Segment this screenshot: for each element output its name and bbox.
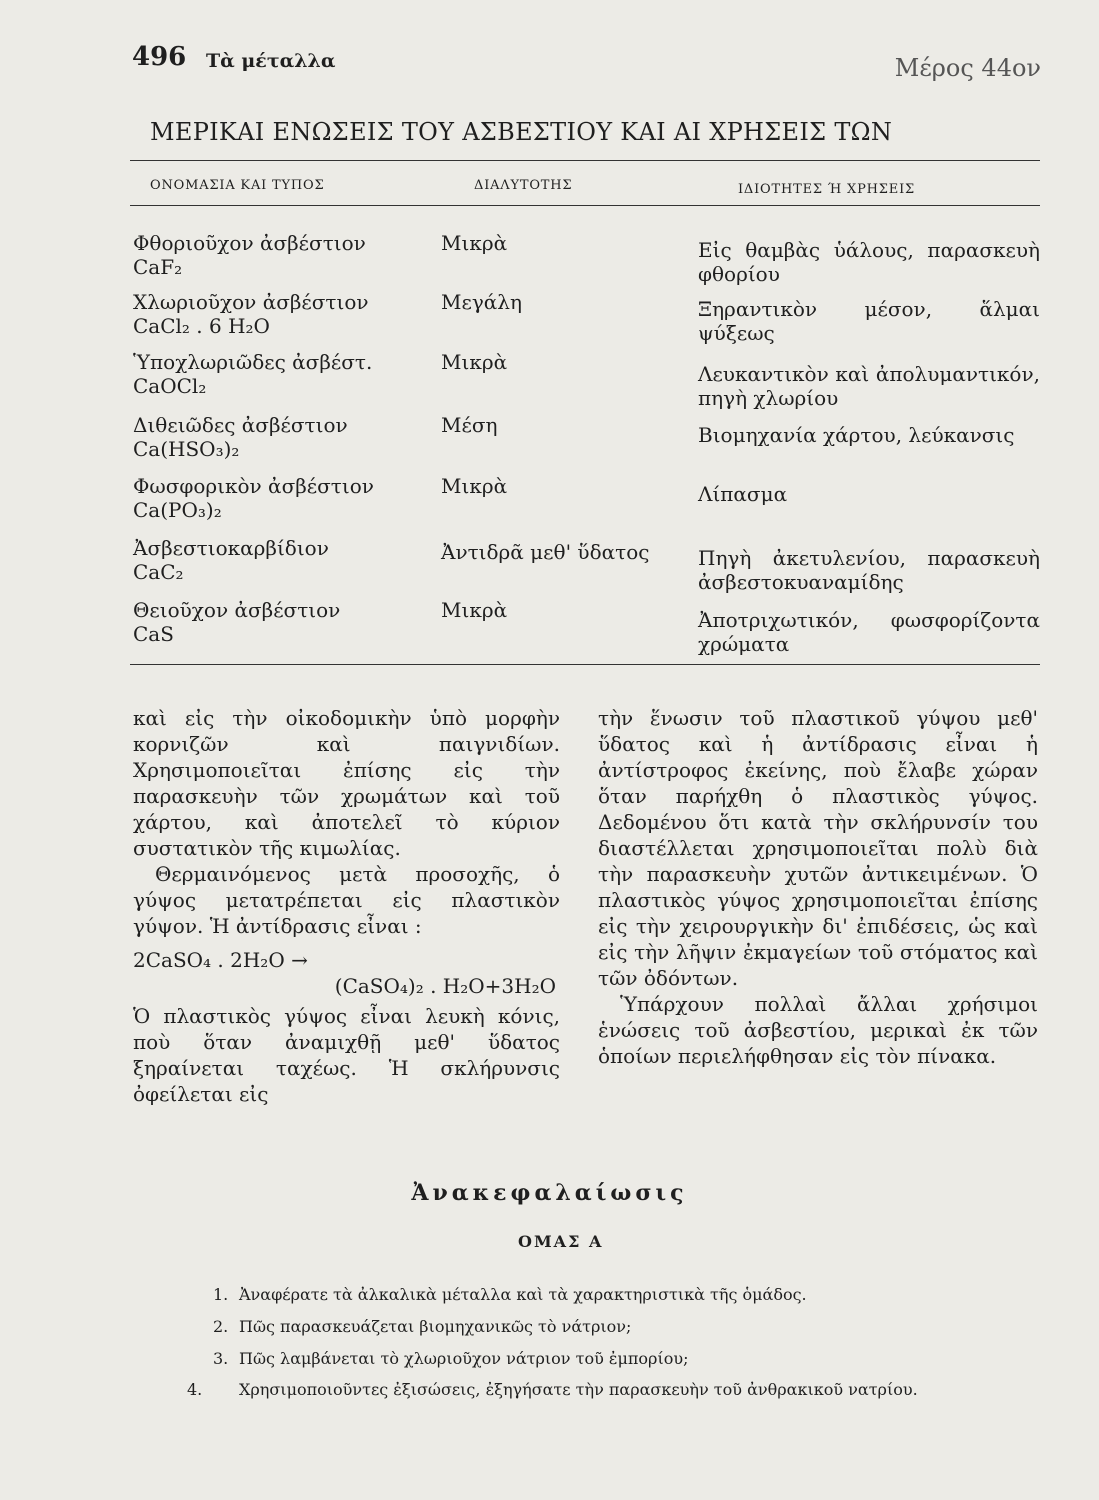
table-row-use: Λίπασμα <box>698 482 788 506</box>
table-row-use: Λευκαντικὸν καὶ ἀπολυμαντικόν, πηγὴ χλωρίου <box>698 362 1040 410</box>
compound-formula: CaF₂ <box>133 255 183 279</box>
table-row-use: Ξηραντικὸν μέσον, ἅλμαι ψύξεως <box>698 297 1040 345</box>
summary-heading: Ἀνακεφαλαίωσις <box>411 1180 688 1206</box>
paragraph: καὶ εἰς τὴν οἰκοδομικὴν ὑπὸ μορφὴν κορνιζῶν καὶ παιγνιδίων. Χρησιμοποιεῖται ἐπίσης εἰς τὴν παρασκευὴν τῶν χρωμάτων καὶ τοῦ χάρτου, καὶ ἀποτελεῖ τὸ κύριον συστατικὸν τῆς κιμωλίας. <box>133 706 560 860</box>
paragraph: Ὁ πλαστικὸς γύψος εἶναι λευκὴ κόνις, ποὺ ὅταν ἀναμιχθῇ μεθ' ὕδατος ξηραίνεται ταχέως. Ἡ σκλήρυνσις ὀφείλεται εἰς <box>133 1004 560 1106</box>
question-number: 4. <box>187 1380 203 1399</box>
compound-formula: CaCl₂ . 6 H₂O <box>133 314 270 338</box>
question-text: Πῶς λαμβάνεται τὸ χλωριοῦχον νάτριον τοῦ ἐμπορίου; <box>239 1349 689 1368</box>
group-label: ΟΜΑΣ Α <box>518 1232 604 1251</box>
table-row-solubility: Μικρὰ <box>441 350 508 374</box>
table-row-solubility: Μέση <box>441 413 498 437</box>
book-title: Τὰ μέταλλα <box>206 50 336 72</box>
header-use: ΙΔΙΟΤΗΤΕΣ Ή ΧΡΗΣΕΙΣ <box>738 182 915 197</box>
table-row-solubility: Μικρὰ <box>441 598 508 622</box>
running-head <box>132 42 1041 82</box>
question-item <box>187 1380 999 1399</box>
compound-formula: CaS <box>133 622 174 646</box>
compound-name: Φωσφορικὸν ἀσβέστιον <box>133 474 374 498</box>
table-row-name <box>133 350 423 398</box>
compound-name: Θειοῦχον ἀσβέστιον <box>133 598 341 622</box>
table-row-solubility: Μεγάλη <box>441 290 522 314</box>
table-header-rule <box>130 205 1040 206</box>
table-row-name <box>133 598 423 646</box>
body-left-column <box>133 705 560 1107</box>
table-top-rule <box>130 160 1040 161</box>
compound-formula: CaOCl₂ <box>133 374 207 398</box>
table-title: ΜΕΡΙΚΑΙ ΕΝΩΣΕΙΣ ΤΟΥ ΑΣΒΕΣΤΙΟΥ ΚΑΙ ΑΙ ΧΡΗΣΕΙΣ ΤΩΝ <box>150 118 893 146</box>
table-row-solubility: Μικρὰ <box>441 474 508 498</box>
question-number: 1. <box>213 1285 229 1304</box>
compound-name: Χλωριοῦχον ἀσβέστιον <box>133 290 369 314</box>
page-number: 496 <box>132 42 187 72</box>
question-text: Ἀναφέρατε τὰ ἀλκαλικὰ μέταλλα καὶ τὰ χαρακτηριστικὰ τῆς ὁμάδος. <box>239 1285 807 1304</box>
compound-name: Ἀσβεστιοκαρβίδιον <box>133 536 329 560</box>
table-row-use: Ἀποτριχωτικόν, φωσφορίζοντα χρώματα <box>698 608 1040 656</box>
header-name: ΟΝΟΜΑΣΙΑ ΚΑΙ ΤΥΠΟΣ <box>150 178 325 193</box>
question-item <box>213 1349 973 1368</box>
table-row-solubility: Μικρὰ <box>441 231 508 255</box>
table-row-use: Εἰς θαμβὰς ὑάλους, παρασκευὴ φθορίου <box>698 238 1040 286</box>
question-text: Πῶς παρασκευάζεται βιομηχανικῶς τὸ νάτριον; <box>239 1317 632 1336</box>
paragraph: Θερμαινόμενος μετὰ προσοχῆς, ὁ γύψος μετατρέπεται εἰς πλαστικὸν γύψον. Ἡ ἀντίδρασις εἶναι : <box>133 862 560 938</box>
question-text: Χρησιμοποιοῦντες ἐξισώσεις, ἐξηγήσατε τὴν παρασκευὴν τοῦ ἀνθρακικοῦ νατρίου. <box>239 1380 918 1399</box>
table-row-name <box>133 474 423 522</box>
equation-line: (CaSO₄)₂ . H₂O+3H₂O <box>334 974 556 998</box>
table-row-use: Βιομηχανία χάρτου, λεύκανσις <box>698 423 1015 447</box>
table-row-name <box>133 413 423 461</box>
compound-name: Ὑποχλωριῶδες ἀσβέστ. <box>133 350 373 374</box>
compound-formula: CaC₂ <box>133 560 184 584</box>
compound-name: Διθειῶδες ἀσβέστιον <box>133 413 348 437</box>
table-bottom-rule <box>130 664 1040 665</box>
compound-name: Φθοριοῦχον ἀσβέστιον <box>133 231 366 255</box>
part-label: Μέρος 44ον <box>894 54 1041 82</box>
question-number: 3. <box>213 1349 229 1368</box>
question-item <box>213 1317 973 1336</box>
paragraph: Ὑπάρχουν πολλαὶ ἄλλαι χρήσιμοι ἑνώσεις τοῦ ἀσβεστίου, μερικαὶ ἐκ τῶν ὁποίων περιελήφθησαν εἰς τὸν πίνακα. <box>598 992 1038 1068</box>
compound-formula: Ca(HSO₃)₂ <box>133 437 240 461</box>
body-right-column <box>598 705 1038 1069</box>
table-row-solubility: Ἀντιδρᾶ μεθ' ὕδατος <box>441 540 650 564</box>
table-row-name <box>133 231 423 279</box>
reaction-equation <box>133 947 560 999</box>
table-row-name <box>133 290 423 338</box>
table-row-name <box>133 536 423 584</box>
question-item <box>213 1285 973 1304</box>
paragraph: τὴν ἕνωσιν τοῦ πλαστικοῦ γύψου μεθ' ὕδατος καὶ ἡ ἀντίδρασις εἶναι ἡ ἀντίστροφος ἐκείνης, ποὺ ἔλαβε χώραν ὅταν παρήχθη ὁ πλαστικὸς γύψος. Δεδομένου ὅτι κατὰ τὴν σκλήρυνσίν του διαστέλλεται χρησιμοποιεῖται πολὺ διὰ τὴν παρασκευὴν χυτῶν ἀντικειμένων. Ὁ πλαστικὸς γύψος χρησιμοποιεῖται ἐπίσης εἰς τὴν χειρουργικὴν δι' ἐπιδέσεις, ὡς καὶ εἰς τὴν λῆψιν ἐκμαγείων τοῦ στόματος καὶ τῶν ὀδόντων. <box>598 706 1038 990</box>
question-number: 2. <box>213 1317 229 1336</box>
compound-formula: Ca(PO₃)₂ <box>133 498 222 522</box>
header-solubility: ΔΙΑΛΥΤΟΤΗΣ <box>474 178 573 193</box>
equation-line: 2CaSO₄ . 2H₂O → <box>133 948 308 972</box>
table-row-use: Πηγὴ ἀκετυλενίου, παρασκευὴ ἀσβεστοκυαναμίδης <box>698 546 1040 594</box>
